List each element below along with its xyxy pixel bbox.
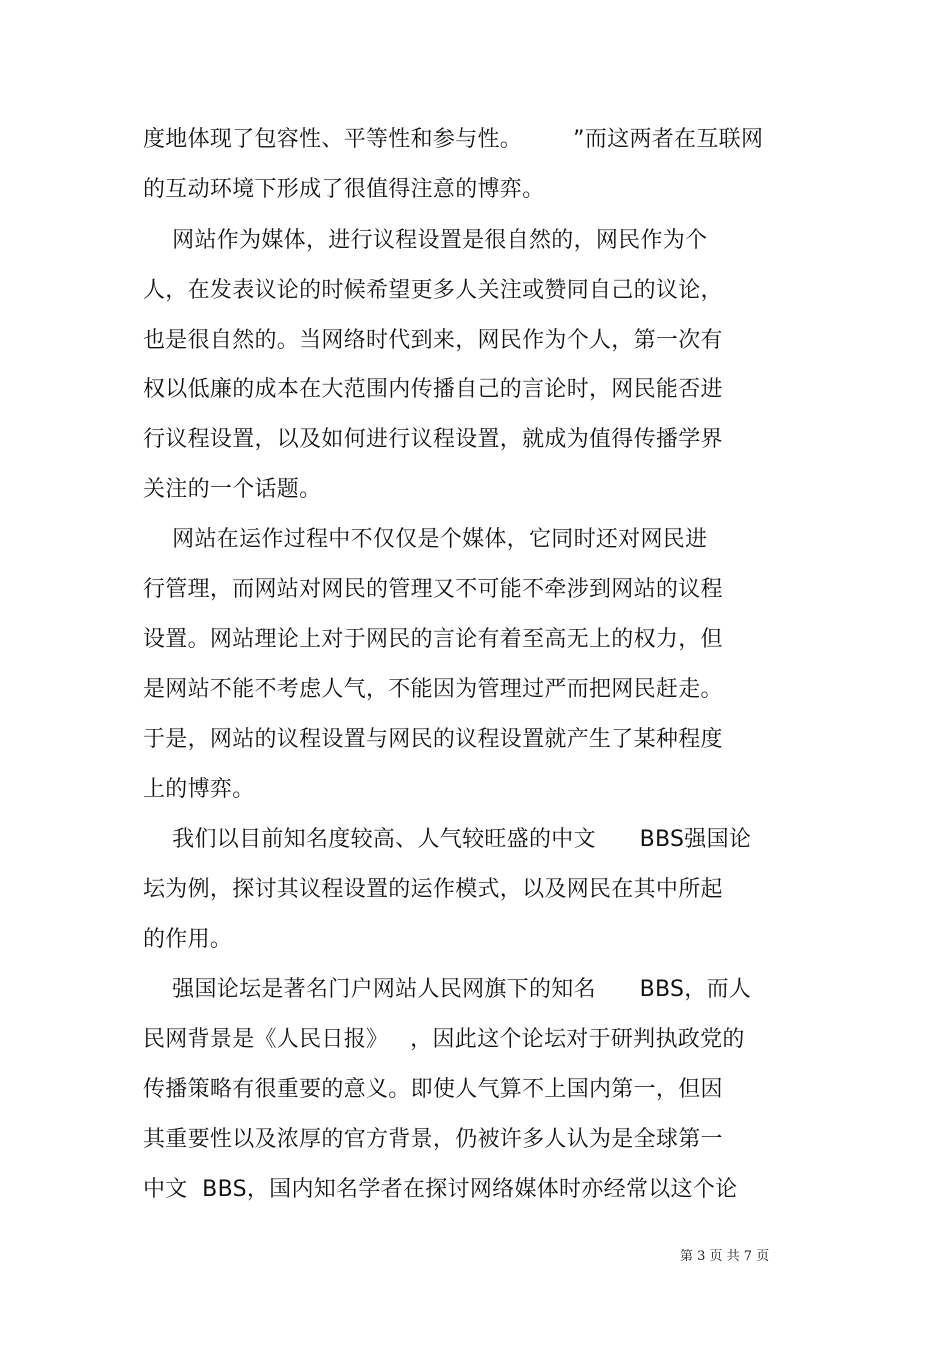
text-line: 的作用。 xyxy=(143,927,233,952)
text-line: 网站作为媒体，进行议程设置是很自然的，网民作为个 xyxy=(143,228,708,253)
text-line: 权以低廉的成本在大范围内传播自己的言论时，网民能否进 xyxy=(143,377,723,402)
text-line: 是网站不能不考虑人气，不能因为管理过严而把网民赶走。 xyxy=(143,677,723,702)
text-line: 其重要性以及浓厚的官方背景，仍被许多人认为是全球第一 xyxy=(143,1127,723,1152)
text-line: 的互动环境下形成了很值得注意的博弈。 xyxy=(143,177,545,202)
text-line: 传播策略有很重要的意义。即使人气算不上国内第一，但因 xyxy=(143,1077,723,1102)
text-line: 度地体现了包容性、平等性和参与性。 ”而这两者在互联网 xyxy=(143,127,764,152)
text-line: 也是很自然的。当网络时代到来，网民作为个人，第一次有 xyxy=(143,328,723,353)
text-line: 于是，网站的议程设置与网民的议程设置就产生了某种程度 xyxy=(143,727,723,752)
text-line: 坛为例，探讨其议程设置的运作模式，以及网民在其中所起 xyxy=(143,877,723,902)
text-line: 行管理，而网站对网民的管理又不可能不牵涉到网站的议程 xyxy=(143,577,723,602)
text-line: 网站在运作过程中不仅仅是个媒体，它同时还对网民进 xyxy=(143,527,708,552)
text-line: 设置。网站理论上对于网民的言论有着至高无上的权力，但 xyxy=(143,627,723,652)
text-line: 人，在发表议论的时候希望更多人关注或赞同自己的议论， xyxy=(143,278,723,303)
text-line: 强国论坛是著名门户网站人民网旗下的知名 BBS，而人 xyxy=(143,977,752,1002)
text-line: 我们以目前知名度较高、人气较旺盛的中文 BBS强国论 xyxy=(143,827,752,852)
text-line: 中文 BBS，国内知名学者在探讨网络媒体时亦经常以这个论 xyxy=(143,1177,738,1202)
text-line: 上的博弈。 xyxy=(143,777,255,802)
text-line: 行议程设置，以及如何进行议程设置，就成为值得传播学界 xyxy=(143,427,723,452)
page-number: 第 3 页 共 7 页 xyxy=(680,1249,770,1264)
text-line: 民网背景是《人民日报》 ，因此这个论坛对于研判执政党的 xyxy=(143,1027,745,1052)
text-line: 关注的一个话题。 xyxy=(143,477,322,502)
